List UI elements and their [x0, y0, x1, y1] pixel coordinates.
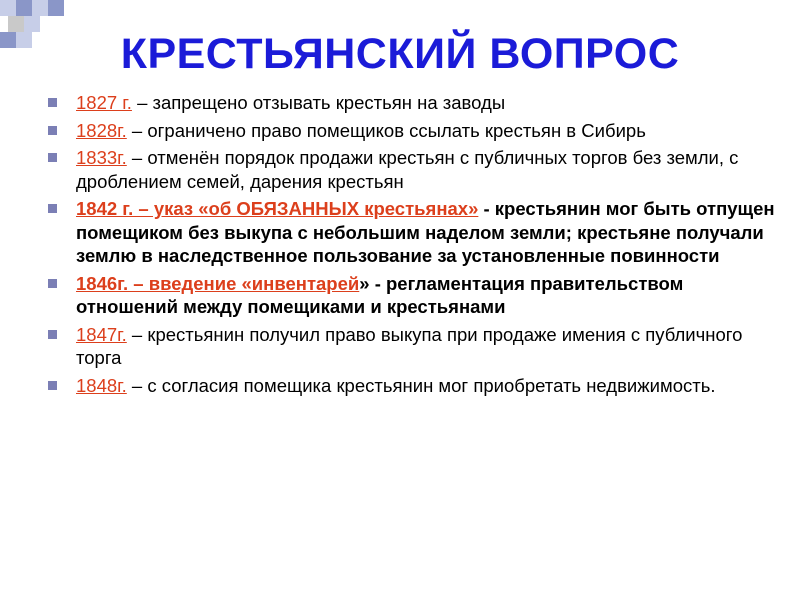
list-item	[48, 272, 788, 319]
date-link[interactable]: 1827 г.	[76, 92, 132, 113]
item-text: – с согласия помещика крестьянин мог приобретать недвижимость.	[126, 374, 716, 396]
corner-square	[48, 0, 64, 16]
square-bullet-icon	[48, 98, 57, 107]
date-link[interactable]: 1833г.	[76, 147, 127, 168]
item-text: » - регламентация правительством отношений между помещиками и крестьянами	[76, 272, 684, 317]
square-bullet-icon	[48, 204, 57, 213]
slide-title: КРЕСТЬЯНСКИЙ ВОПРОС	[120, 30, 680, 78]
list-item	[48, 323, 788, 370]
item-text: – отменён порядок продажи крестьян с публичных торгов без земли, с дроблением семей, дарения крестьян	[76, 147, 739, 192]
square-bullet-icon	[48, 126, 57, 135]
square-bullet-icon	[48, 153, 57, 162]
decree-link[interactable]: 1842 г. – указ «об ОБЯЗАННЫХ крестьянах»	[76, 198, 479, 219]
corner-square	[32, 0, 48, 16]
list-item	[48, 146, 788, 193]
item-text: – крестьянин получил право выкупа при продаже имения с публичного торга	[76, 323, 743, 368]
item-text: – ограничено право помещиков ссылать крестьян в Сибирь	[126, 119, 646, 141]
corner-square	[16, 0, 32, 16]
list-item	[48, 374, 788, 398]
date-link[interactable]: 1828г.	[76, 119, 127, 141]
square-bullet-icon	[48, 330, 57, 339]
item-text: – запрещено отзывать крестьян на заводы	[131, 92, 506, 113]
list-item	[48, 119, 788, 143]
item-text: - крестьянин мог быть отпущен помещиком без выкупа с небольшим наделом земли; крестьяне получали землю в наследственное пользование за установленные повинности	[76, 198, 775, 266]
list-item	[48, 91, 788, 115]
bullet-list	[48, 91, 788, 401]
inventory-link[interactable]: 1846г. – введение «инвентарей	[76, 272, 360, 294]
square-bullet-icon	[48, 381, 57, 390]
list-item	[48, 197, 788, 268]
corner-square	[0, 0, 16, 16]
date-link[interactable]: 1847г.	[76, 323, 127, 345]
square-bullet-icon	[48, 279, 57, 288]
date-link[interactable]: 1848г.	[76, 374, 127, 396]
